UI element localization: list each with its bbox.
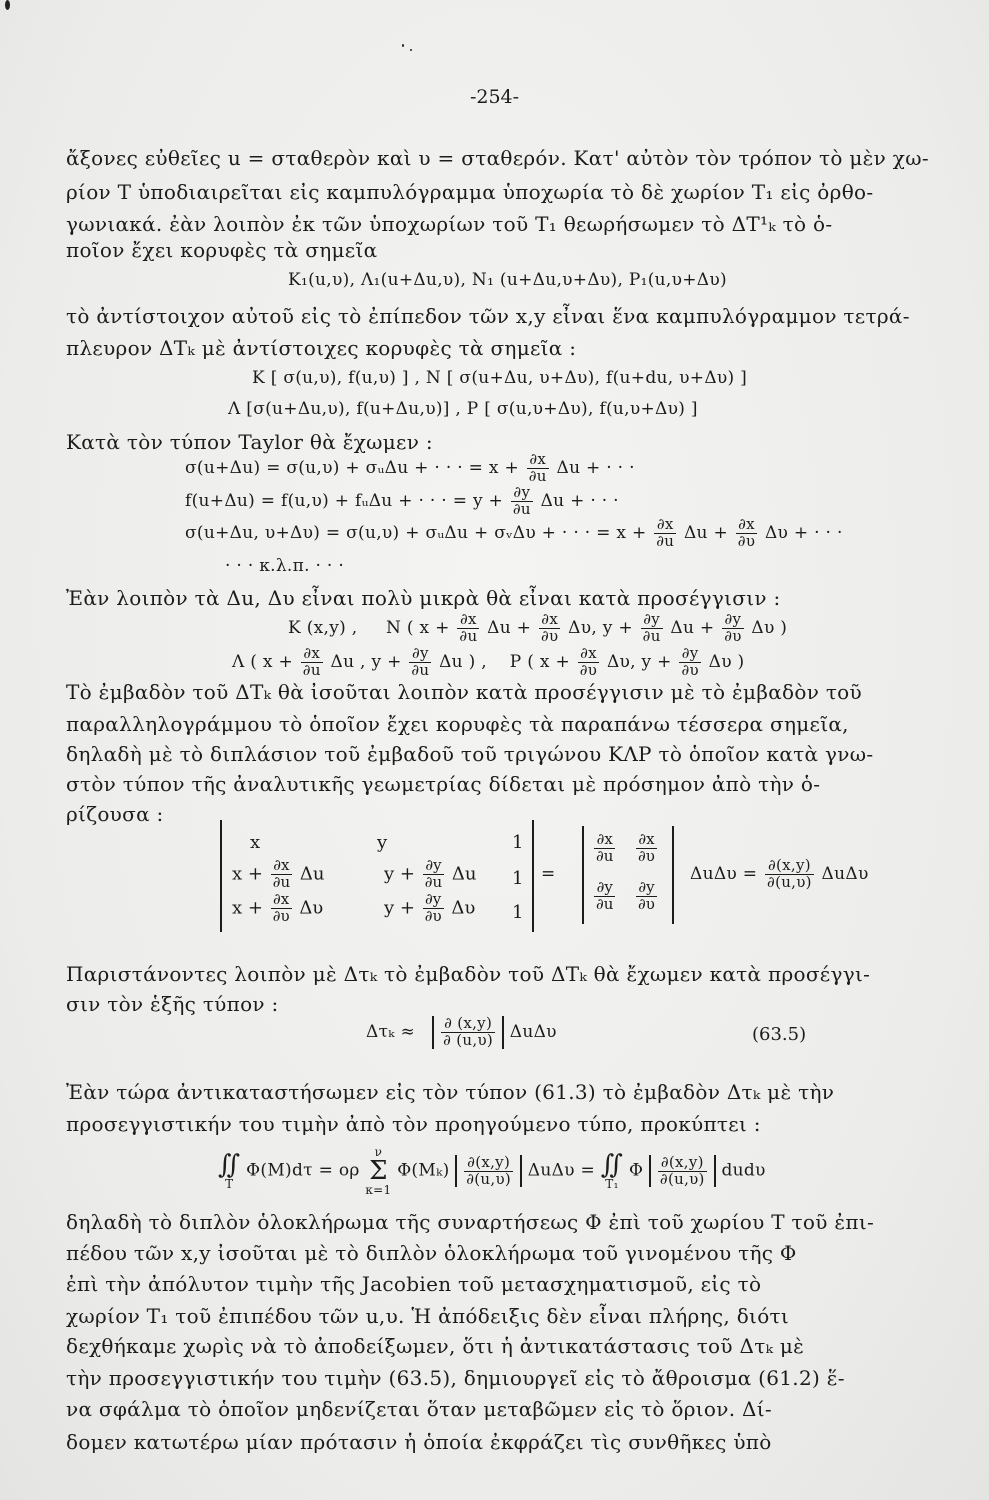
taylor-formula-line: [185, 517, 843, 550]
fraction-numerator: ∂x: [301, 646, 323, 663]
integral-lower-bound: T: [225, 1177, 234, 1191]
fraction-numerator: ∂x: [578, 646, 599, 663]
absolute-value: [455, 1152, 522, 1188]
text-line: δηλαδὴ τὸ διπλὸν ὁλοκλήρωμα τῆς συναρτήσεως Φ ἐπὶ τοῦ χωρίου T τοῦ ἐπι-: [66, 1210, 875, 1234]
formula-text: dudυ: [721, 1160, 766, 1181]
formula-text: σ(u+Δu) = σ(u,υ) + σᵤΔu + · · · = x +: [185, 457, 520, 478]
partial-fraction: [654, 517, 676, 550]
partial-fraction: [679, 646, 700, 679]
page-number: -254-: [469, 86, 520, 108]
text-line: τὴν προσεγγιστικήν του τιμὴν (63.5), δημιουργεῖ εἰς τὸ ἄθροισμα (61.2) ἕ-: [66, 1366, 845, 1390]
text-line: δομεν κατωτέρω μίαν πρότασιν ἡ ὁποία ἐκφράζει τὶς συνθῆκες ὑπὸ: [66, 1430, 772, 1454]
formula-text: Λ ( x +: [232, 651, 294, 672]
taylor-intro: Κατὰ τὸν τύπον Taylor θὰ ἔχωμεν :: [66, 430, 433, 454]
text-line: Ἐὰν τώρα ἀντικαταστήσωμεν εἰς τὸν τύπον (61.3) τὸ ἐμβαδὸν Δτₖ μὲ τὴν: [66, 1080, 835, 1104]
vertices-xy-formula: Λ [σ(u+Δu,υ), f(u+Δu,υ)] , P [ σ(u,υ+Δυ), f(u,υ+Δυ) ]: [228, 399, 698, 419]
summation-symbol: [365, 1146, 391, 1196]
text-line: δηλαδὴ μὲ τὸ διπλάσιον τοῦ ἐμβαδοῦ τοῦ τριγώνου ΚΛΡ τὸ ὁποῖον κατὰ γνω-: [66, 742, 874, 766]
partial-fraction: [301, 646, 323, 679]
text-line: να σφάλμα τὸ ὁποῖον μηδενίζεται ὅταν μεταβῶμεν εἰς τὸ ὅριον. Δί-: [66, 1397, 772, 1421]
fraction-numerator: ∂x: [457, 612, 479, 629]
fraction-numerator: ∂(x,y): [765, 858, 814, 875]
integral-glyph: ∬: [218, 1150, 241, 1180]
fraction-denominator: ∂υ: [724, 626, 742, 645]
text-line: προσεγγιστικήν του τιμὴν ἀπὸ τὸν προηγούμενο τύπο, προκύπτει :: [66, 1112, 761, 1136]
fraction-numerator: ∂y: [423, 892, 444, 909]
determinant-3x3: [220, 820, 534, 932]
fraction-numerator: ∂y: [722, 612, 743, 629]
formula-text: ΔuΔυ: [509, 1021, 557, 1042]
det-cell: [634, 880, 659, 913]
fraction-denominator: ∂υ: [424, 906, 442, 925]
det-cell: [232, 892, 323, 925]
fraction-denominator: ∂u: [596, 846, 614, 865]
fraction-numerator: ∂y: [679, 646, 700, 663]
partial-fraction: [594, 832, 615, 865]
det-cell: [232, 858, 324, 891]
formula-text: Δu , y +: [330, 651, 402, 672]
partial-fraction: [594, 880, 615, 913]
taylor-formula-line: [185, 485, 619, 518]
approx-intro: Ἐὰν λοιπὸν τὰ Δu, Δυ εἶναι πολὺ μικρὰ θὰ εἶναι κατὰ προσέγγισιν :: [66, 586, 781, 610]
fraction-denominator: ∂(u,υ): [659, 1169, 705, 1188]
fraction-numerator: ∂x: [539, 612, 560, 629]
text-line: στὸν τύπον τῆς ἀναλυτικῆς γεωμετρίας δίδεται μὲ πρόσημον ἀπὸ τὴν ὁ-: [66, 772, 821, 796]
formula-text: Δυ ): [708, 651, 745, 672]
fraction-numerator: ∂x: [654, 517, 676, 534]
text-line: πλευρον ΔTₖ μὲ ἀντίστοιχες κορυφὲς τὰ σημεῖα :: [66, 336, 577, 360]
text-line: ποῖον ἔχει κορυφὲς τὰ σημεῖα: [66, 238, 378, 262]
det-cell: [384, 892, 475, 925]
jacobian-fraction: [658, 1152, 707, 1188]
det-cell: y: [377, 832, 388, 853]
equation-number: (63.5): [752, 1024, 807, 1045]
fraction-numerator: ∂x: [736, 517, 757, 534]
formula-text: Δυ, y +: [568, 617, 633, 638]
formula-text: y +: [384, 863, 415, 885]
text-line: τὸ ἀντίστοιχον αὐτοῦ εἰς τὸ ἐπίπεδον τῶν x,y εἶναι ἕνα καμπυλόγραμμον τετρά-: [66, 304, 910, 328]
determinant-2x2: [582, 826, 674, 924]
fraction-denominator: ∂u: [642, 626, 661, 645]
text-line: ἐπὶ τὴν ἀπόλυτον τιμὴν τῆς Jacobien τοῦ μετασχηματισμοῦ, εἰς τὸ: [66, 1272, 762, 1296]
formula-text: Φ(Mₖ): [397, 1160, 450, 1181]
formula-text: x +: [232, 897, 263, 919]
fraction-denominator: ∂u: [411, 660, 430, 679]
formula-text: Δυ ): [751, 617, 788, 638]
formula-text: Δu + · · ·: [540, 490, 619, 511]
fraction-denominator: ∂υ: [272, 906, 290, 925]
partial-fraction: [736, 517, 757, 550]
fraction-numerator: ∂(x,y): [658, 1155, 707, 1172]
fraction-numerator: ∂x: [271, 892, 292, 909]
partial-fraction: [271, 858, 292, 891]
scan-speck: [410, 49, 412, 51]
fraction-denominator: ∂(u,υ): [767, 872, 812, 891]
fraction-numerator: ∂y: [511, 485, 533, 502]
vertices-xy-formula: K [ σ(u,υ), f(u,υ) ] , N [ σ(u+Δu, υ+Δυ), f(u+du, υ+Δυ) ]: [252, 368, 748, 388]
fraction-denominator: ∂u: [302, 660, 321, 679]
jacobian-fraction: [464, 1152, 513, 1188]
det-cell: [592, 832, 617, 865]
formula-text: K (x,y) ,: [288, 617, 358, 638]
fraction-numerator: ∂x: [527, 452, 549, 469]
double-integral-symbol: [601, 1152, 623, 1190]
formula-text: Δυ: [451, 897, 476, 919]
formula-text: Φ(M)dτ = ορ: [246, 1160, 360, 1181]
fraction-numerator: ∂x: [594, 832, 615, 849]
formula-text: σ(u+Δu, υ+Δυ) = σ(u,υ) + σᵤΔu + σᵥΔυ + · · · = x +: [185, 522, 647, 543]
integral-lower-bound: T₁: [605, 1177, 619, 1191]
approx-points-line: [288, 612, 787, 645]
partial-fraction: [641, 612, 663, 645]
formula-text: ΔuΔυ =: [527, 1160, 596, 1181]
det-cell: [592, 880, 617, 913]
text-line: ρίζουσα :: [66, 802, 164, 826]
text-line: Παριστάνοντες λοιπὸν μὲ Δτₖ τὸ ἐμβαδὸν τοῦ ΔTₖ θὰ ἔχωμεν κατὰ προσέγγι-: [66, 962, 871, 986]
absolute-value: [649, 1152, 716, 1188]
scan-speck: [402, 44, 404, 47]
fraction-denominator: ∂u: [459, 626, 478, 645]
formula-text: Φ: [628, 1160, 644, 1181]
fraction-numerator: ∂x: [271, 858, 292, 875]
formula-text: Δτₖ ≈: [366, 1021, 416, 1042]
partial-fraction: [636, 832, 657, 865]
partial-fraction: [271, 892, 292, 925]
text-line: πέδου τῶν x,y ἰσοῦται μὲ τὸ διπλὸν ὁλοκλήρωμα τοῦ γινομένου τῆς Φ: [66, 1241, 797, 1265]
text-line: σιν τὸν ἑξῆς τύπον :: [66, 992, 279, 1016]
fraction-numerator: ∂y: [594, 880, 615, 897]
formula-text: P ( x +: [509, 651, 571, 672]
fraction-denominator: ∂υ: [638, 846, 655, 865]
formula-text: Δu +: [670, 617, 715, 638]
det-cell: 1: [512, 868, 524, 889]
fraction-denominator: ∂υ: [737, 531, 756, 550]
fraction-denominator: ∂u: [596, 894, 614, 913]
partial-fraction: [636, 880, 657, 913]
det-cell: 1: [512, 902, 524, 923]
partial-fraction: [527, 452, 549, 485]
fraction-denominator: ∂u: [512, 499, 531, 518]
fraction-denominator: ∂u: [272, 872, 291, 891]
formula-text: Δu: [299, 863, 325, 885]
formula-text: x +: [232, 863, 263, 885]
partial-fraction: [511, 485, 533, 518]
fraction-denominator: ∂υ: [638, 894, 655, 913]
fraction-numerator: ∂y: [636, 880, 657, 897]
sum-lower-bound: κ=1: [365, 1183, 392, 1197]
formula-text: Δu +: [683, 522, 729, 543]
text-line: γωνιακά. ἐὰν λοιπὸν ἐκ τῶν ὑποχωρίων τοῦ T₁ θεωρήσωμεν τὸ ΔT¹ₖ τὸ ὁ-: [66, 212, 833, 236]
formula-text: Δu: [451, 863, 477, 885]
det-cell: 1: [512, 832, 524, 853]
fraction-denominator: ∂ (u,υ): [443, 1030, 494, 1049]
fraction-denominator: ∂u: [528, 466, 547, 485]
sigma-glyph: Σ: [369, 1156, 388, 1186]
taylor-formula-line: [185, 452, 635, 485]
det-cell: [384, 858, 476, 891]
det-cell: x: [250, 832, 261, 853]
text-line: ρίον T ὑποδιαιρεῖται εἰς καμπυλόγραμμα ὑποχωρία τὸ δὲ χωρίον T₁ εἰς ὀρθο-: [66, 180, 874, 204]
formula-text: Δu +: [487, 617, 532, 638]
partial-fraction: [539, 612, 560, 645]
det-cell: [634, 832, 659, 865]
text-line: δεχθήκαμε χωρὶς νὰ τὸ ἀποδείξωμεν, ὅτι ἡ ἀντικατάστασις τοῦ Δτₖ μὲ: [66, 1334, 805, 1358]
formula-text: ΔuΔυ: [821, 863, 869, 884]
fraction-numerator: ∂x: [636, 832, 657, 849]
equation-63-5: [366, 1016, 557, 1049]
formula-text: ΔuΔυ =: [690, 863, 758, 884]
taylor-ellipsis-line: · · · κ.λ.π. · · ·: [225, 556, 345, 576]
partial-fraction: [722, 612, 743, 645]
formula-text: Δυ + · · ·: [764, 522, 843, 543]
fraction-numerator: ∂y: [409, 646, 431, 663]
formula-text: N ( x +: [386, 617, 450, 638]
formula-text: Δυ, y +: [606, 651, 672, 672]
fraction-numerator: ∂(x,y): [464, 1155, 513, 1172]
vertices-uv-formula: K₁(u,υ), Λ₁(u+Δu,υ), N₁ (u+Δu,υ+Δυ), P₁(u,υ+Δυ): [288, 270, 727, 290]
formula-text: Δu + · · ·: [556, 457, 635, 478]
fraction-numerator: ∂ (x,y): [441, 1016, 495, 1033]
jacobian-fraction: [765, 858, 814, 891]
fraction-numerator: ∂y: [423, 858, 444, 875]
formula-text: f(u+Δu) = f(u,υ) + fᵤΔu + · · · = y +: [185, 490, 504, 511]
integral-equation: [218, 1146, 766, 1196]
partial-fraction: [423, 892, 444, 925]
fraction-denominator: ∂u: [424, 872, 443, 891]
partial-fraction: [578, 646, 599, 679]
integral-glyph: ∬: [600, 1150, 624, 1180]
partial-fraction: [457, 612, 479, 645]
text-line: ἄξονες εὐθεῖες u = σταθερὸν καὶ υ = σταθερόν. Κατ' αὐτὸν τὸν τρόπον τὸ μὲν χω-: [66, 146, 929, 170]
fraction-denominator: ∂υ: [681, 660, 699, 679]
equals-sign: =: [541, 864, 556, 884]
text-line: Τὸ ἐμβαδὸν τοῦ ΔTₖ θὰ ἰσοῦται λοιπὸν κατὰ προσέγγισιν μὲ τὸ ἐμβαδὸν τοῦ: [66, 680, 862, 704]
text-line: παραλληλογράμμου τὸ ὁποῖον ἔχει κορυφὲς τὰ παραπάνω τέσσερα σημεῖα,: [66, 712, 849, 736]
fraction-denominator: ∂u: [656, 531, 675, 550]
partial-fraction: [423, 858, 444, 891]
jacobian-expression: [690, 858, 869, 891]
fraction-numerator: ∂y: [641, 612, 663, 629]
absolute-value: [432, 1016, 504, 1049]
fraction-denominator: ∂υ: [579, 660, 598, 679]
sum-upper-bound: ν: [374, 1145, 383, 1159]
formula-text: y +: [384, 897, 415, 919]
fraction-denominator: ∂υ: [540, 626, 559, 645]
jacobian-fraction: [441, 1016, 495, 1049]
scan-speck: [5, 0, 10, 10]
fraction-denominator: ∂(u,υ): [466, 1169, 512, 1188]
formula-text: Δu ) ,: [439, 651, 487, 672]
partial-fraction: [409, 646, 431, 679]
double-integral-symbol: [218, 1152, 240, 1190]
approx-points-line: [232, 646, 745, 679]
text-line: χωρίον T₁ τοῦ ἐπιπέδου τῶν u,υ. Ἡ ἀπόδειξις δὲν εἶναι πλήρης, διότι: [66, 1304, 790, 1328]
formula-text: Δυ: [299, 897, 324, 919]
